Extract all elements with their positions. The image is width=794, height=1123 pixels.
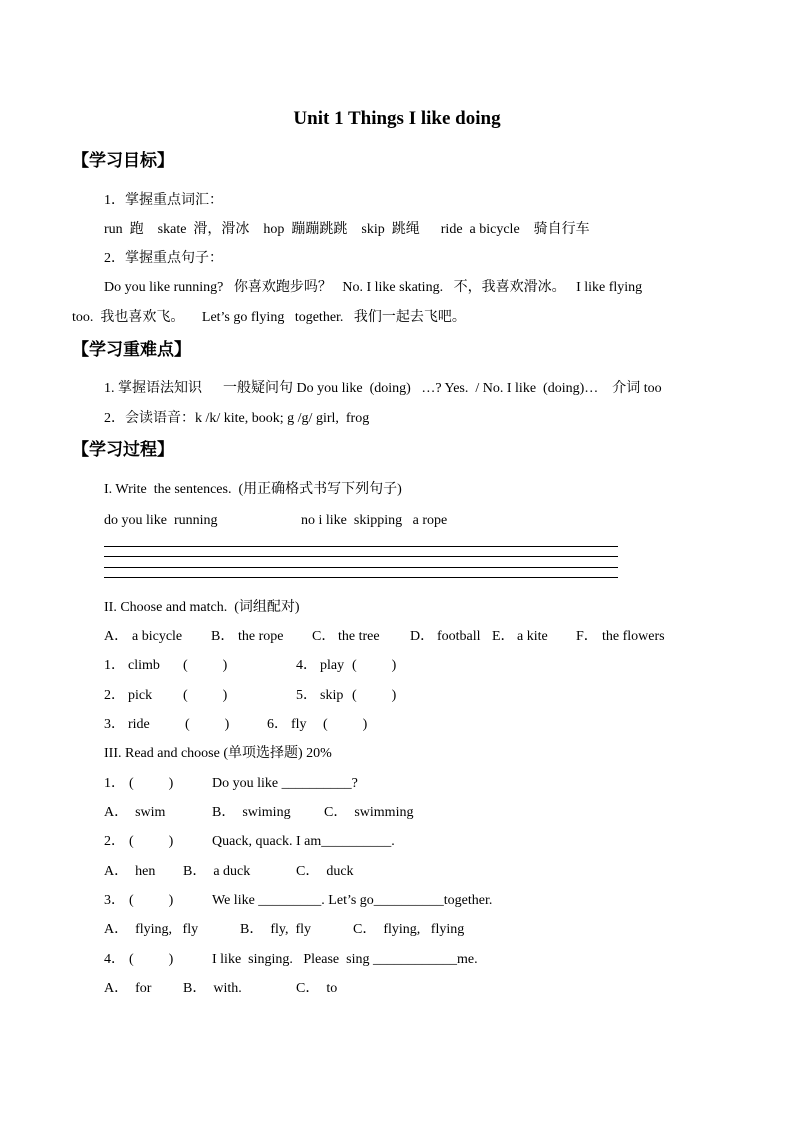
choice-c: C． flying, flying (353, 922, 465, 937)
part3-heading: III. Read and choose (单项选择题) 20% (104, 746, 332, 761)
choice-a: A． flying, fly (104, 922, 199, 937)
match-blank[interactable]: ( ) (183, 658, 228, 673)
option-text: the flowers (602, 629, 665, 644)
option-text: football (437, 629, 481, 644)
answer-paren[interactable]: ( ) (129, 834, 174, 849)
write-prompt: no i like skipping a rope (301, 513, 448, 528)
section-heading-key-points: 【学习重难点】 (72, 340, 191, 359)
question-number: 4． (104, 952, 125, 967)
choice-a: A． hen (104, 864, 156, 879)
match-blank[interactable]: ( ) (183, 688, 228, 703)
choice-a: A． for (104, 981, 152, 996)
match-word: pick (128, 688, 153, 703)
question-text: We like _________. Let’s go__________together. (212, 893, 493, 908)
match-number: 1． (104, 658, 125, 673)
match-number: 3． (104, 717, 125, 732)
option-text: the rope (238, 629, 284, 644)
writing-line[interactable] (104, 546, 618, 547)
writing-line[interactable] (104, 577, 618, 578)
match-number: 6． (267, 717, 288, 732)
page-title: Unit 1 Things I like doing (293, 108, 501, 129)
match-blank[interactable]: ( ) (352, 688, 397, 703)
sentence-line: Do you like running? 你喜欢跑步吗？ No. I like skating. 不，我喜欢滑冰。 I like flying (104, 280, 643, 295)
section-heading-goals: 【学习目标】 (72, 151, 174, 170)
match-word: skip (320, 688, 344, 703)
match-number: 2． (104, 688, 125, 703)
choice-a: A． swim (104, 805, 166, 820)
key-point-line: 2．会读语音：k /k/ kite, book; g /g/ girl, frog (104, 411, 370, 426)
option-letter: E． (492, 629, 515, 644)
choice-c: C． swimming (324, 805, 414, 820)
match-word: fly (291, 717, 307, 732)
option-letter: F． (576, 629, 598, 644)
match-number: 5． (296, 688, 317, 703)
sentence-line: too. 我也喜欢飞。 Let’s go flying together. 我们一起去飞吧。 (72, 310, 466, 325)
writing-line[interactable] (104, 567, 618, 568)
match-blank[interactable]: ( ) (352, 658, 397, 673)
question-number: 3． (104, 893, 125, 908)
option-letter: D． (410, 629, 435, 644)
answer-paren[interactable]: ( ) (129, 776, 174, 791)
match-word: climb (128, 658, 160, 673)
part2-heading: II. Choose and match. (词组配对) (104, 600, 300, 615)
choice-c: C． to (296, 981, 338, 996)
match-blank[interactable]: ( ) (185, 717, 230, 732)
match-number: 4． (296, 658, 317, 673)
question-text: Do you like __________? (212, 776, 358, 791)
section-heading-process: 【学习过程】 (72, 440, 174, 459)
question-number: 1． (104, 776, 125, 791)
vocab-heading: 1．掌握重点词汇： (104, 193, 223, 208)
vocab-line: run 跑 skate 滑，滑冰 hop 蹦蹦跳跳 skip 跳绳 ride a bicycle 骑自行车 (104, 222, 590, 237)
option-letter: C． (312, 629, 336, 644)
choice-c: C． duck (296, 864, 354, 879)
option-text: a kite (517, 629, 548, 644)
choice-b: B． with. (183, 981, 242, 996)
answer-paren[interactable]: ( ) (129, 893, 174, 908)
sentence-heading: 2．掌握重点句子： (104, 251, 223, 266)
option-text: the tree (338, 629, 380, 644)
answer-paren[interactable]: ( ) (129, 952, 174, 967)
write-prompt: do you like running (104, 513, 218, 528)
choice-b: B． swiming (212, 805, 291, 820)
option-text: a bicycle (132, 629, 183, 644)
option-letter: B． (211, 629, 235, 644)
match-word: ride (128, 717, 150, 732)
writing-line[interactable] (104, 556, 618, 557)
option-letter: A． (104, 629, 129, 644)
part1-heading: I. Write the sentences. (用正确格式书写下列句子) (104, 482, 402, 497)
question-number: 2． (104, 834, 125, 849)
key-point-line: 1. 掌握语法知识 一般疑问句 Do you like (doing) …? Yes. / No. I like (doing)… 介词 too (104, 381, 662, 396)
match-blank[interactable]: ( ) (323, 717, 368, 732)
choice-b: B． a duck (183, 864, 251, 879)
question-text: Quack, quack. I am__________. (212, 834, 395, 849)
question-text: I like singing. Please sing ____________me. (212, 952, 478, 967)
choice-b: B． fly, fly (240, 922, 312, 937)
match-word: play (320, 658, 345, 673)
